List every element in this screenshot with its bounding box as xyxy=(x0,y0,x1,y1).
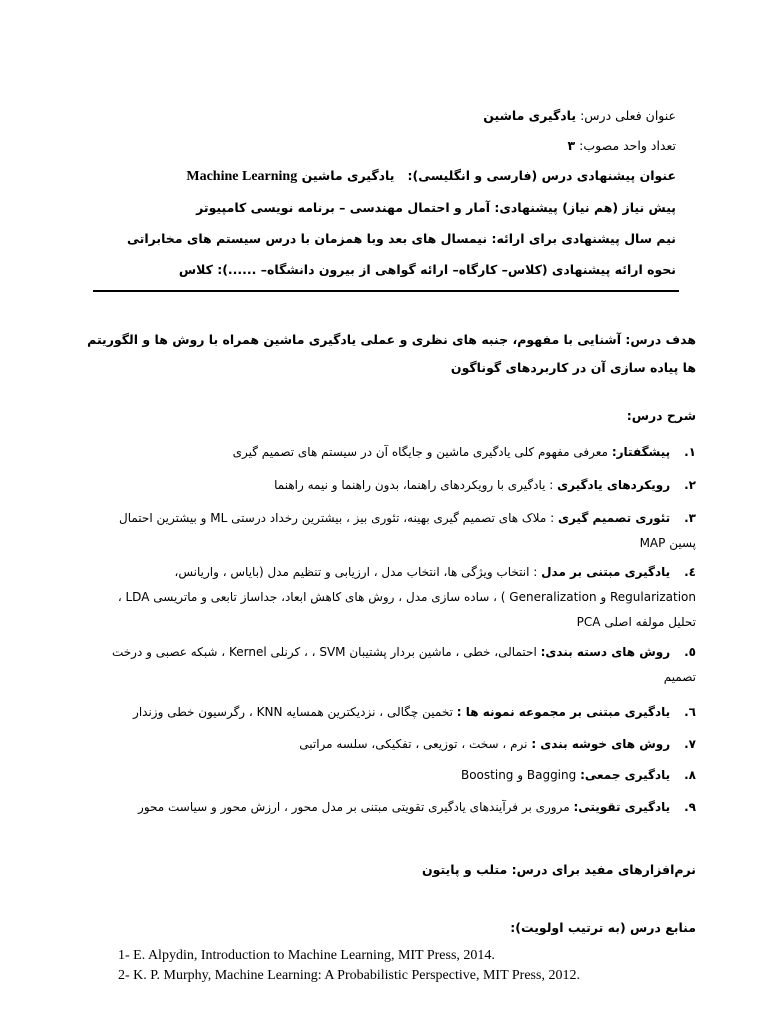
list-item xyxy=(96,560,696,635)
item-title: تئوری تصمیم گیری xyxy=(557,511,671,525)
reference-item: 1- E. Alpydin, Introduction to Machine Learning, MIT Press, 2014. xyxy=(118,948,495,963)
item-title: روش های دسته بندی: xyxy=(540,645,671,659)
item-title: روش های خوشه بندی : xyxy=(531,737,671,751)
units-line xyxy=(568,138,676,153)
item-number: ۳. xyxy=(684,511,696,525)
references-list xyxy=(118,946,580,986)
item-text: معرفی مفهوم کلی یادگیری ماشین و جایگاه آن در سیستم های تصمیم گیری xyxy=(232,445,608,459)
references-heading: منابع درس (به ترتیب اولویت): xyxy=(510,920,696,935)
item-text: : یادگیری با رویکردهای راهنما، بدون راهنما و نیمه راهنما xyxy=(274,478,554,492)
course-goal xyxy=(76,326,696,382)
item-text: : ملاک های تصمیم گیری بهینه، تئوری بیز ، بیشترین رخداد درستی ML و بیشترین احتمال پسین MAP xyxy=(118,511,696,550)
header-divider xyxy=(93,290,679,292)
item-title: یادگیری مبتنی بر مدل xyxy=(541,565,671,579)
item-title: پیشگفتار: xyxy=(611,445,671,459)
item-number: ۹. xyxy=(684,800,696,814)
item-title: رویکردهای یادگیری xyxy=(557,478,671,492)
delivery-label: نحوه ارائه پیشنهادی (کلاس– کارگاه– ارائه گواهی از بیرون دانشگاه– ......): xyxy=(217,262,676,277)
item-title: یادگیری تقویتی: xyxy=(573,800,671,814)
current-title-line xyxy=(483,108,676,123)
software-value: متلب و پایتون xyxy=(421,862,508,877)
item-title: یادگیری جمعی: xyxy=(580,768,671,782)
item-text: احتمالی، خطی ، ماشین بردار پشتیبان SVM ، ، کرنلی Kernel ، شبکه عصبی و درخت تصمیم xyxy=(111,645,696,684)
units-label: تعداد واحد مصوب: xyxy=(579,138,676,153)
prerequisite-label: پیش نیاز (هم نیاز) پیشنهادی: xyxy=(494,200,676,215)
description-heading: شرح درس: xyxy=(626,408,696,423)
item-text: تخمین چگالی ، نزدیکترین همسایه KNN ، رگرسیون خطی وزندار xyxy=(133,705,453,719)
list-item xyxy=(96,763,696,788)
semester-label: نیم سال پیشنهادی برای ارائه: xyxy=(491,231,676,246)
software-label: نرم‌افزارهای مفید برای درس: xyxy=(511,862,696,877)
item-text: Bagging و Boosting xyxy=(460,768,577,782)
proposed-title-fa: یادگیری ماشین xyxy=(301,168,395,183)
semester-value: نیمسال های بعد وبا همزمان با درس سیستم های مخابراتی xyxy=(127,231,488,246)
delivery-value: کلاس xyxy=(178,262,213,277)
goal-label: هدف درس: xyxy=(625,332,696,347)
proposed-title-en: Machine Learning xyxy=(186,169,298,184)
prerequisite-line xyxy=(196,200,676,215)
item-number: ٤. xyxy=(684,565,696,579)
proposed-title-label: عنوان پیشنهادی درس (فارسی و انگلیسی): xyxy=(407,168,676,183)
goal-text: آشنایی با مفهوم، جنبه های نظری و عملی یادگیری ماشین همراه با روش ها و الگوریتم ها پیاده سازی آن در کاربردهای گوناگون xyxy=(87,332,696,375)
item-text: مروری بر فرآیندهای یادگیری تقویتی مبتنی بر مدل محور ، ارزش محور و سیاست محور xyxy=(138,800,570,814)
units-value: ۳ xyxy=(567,138,576,153)
list-item xyxy=(96,732,696,757)
item-number: ۱. xyxy=(684,445,696,459)
prerequisite-value: آمار و احتمال مهندسی – برنامه نویسی کامپیوتر xyxy=(196,200,491,215)
current-title-value: یادگیری ماشین xyxy=(483,108,577,123)
item-title: یادگیری مبتنی بر مجموعه نمونه ها : xyxy=(456,705,671,719)
list-item xyxy=(96,473,696,498)
item-number: ٥. xyxy=(684,645,696,659)
semester-line xyxy=(127,231,676,246)
item-text: نرم ، سخت ، توزیعی ، تفکیکی، سلسه مراتبی xyxy=(299,737,528,751)
list-item xyxy=(96,440,696,465)
list-item xyxy=(96,795,696,820)
item-text: : انتخاب ویژگی ها، انتخاب مدل ، ارزیابی و تنظیم مدل (بایاس ، واریانس، Regularization و Generalization ) ، ساده سازی مدل ، روش های کاهش ابعاد، جداساز تابعی و ماتریسی LDA ، تحلیل مولفه اصلی PCA xyxy=(117,565,696,629)
item-number: ۲. xyxy=(684,478,696,492)
proposed-title-line xyxy=(186,168,676,185)
software-line xyxy=(422,862,696,877)
list-item xyxy=(96,700,696,725)
item-number: ۷. xyxy=(684,737,696,751)
reference-item: 2- K. P. Murphy, Machine Learning: A Probabilistic Perspective, MIT Press, 2012. xyxy=(118,968,580,983)
item-number: ۸. xyxy=(684,768,696,782)
delivery-line xyxy=(179,262,676,277)
item-number: ٦. xyxy=(684,705,696,719)
list-item xyxy=(96,640,696,690)
list-item xyxy=(96,506,696,556)
current-title-label: عنوان فعلی درس: xyxy=(580,108,676,123)
